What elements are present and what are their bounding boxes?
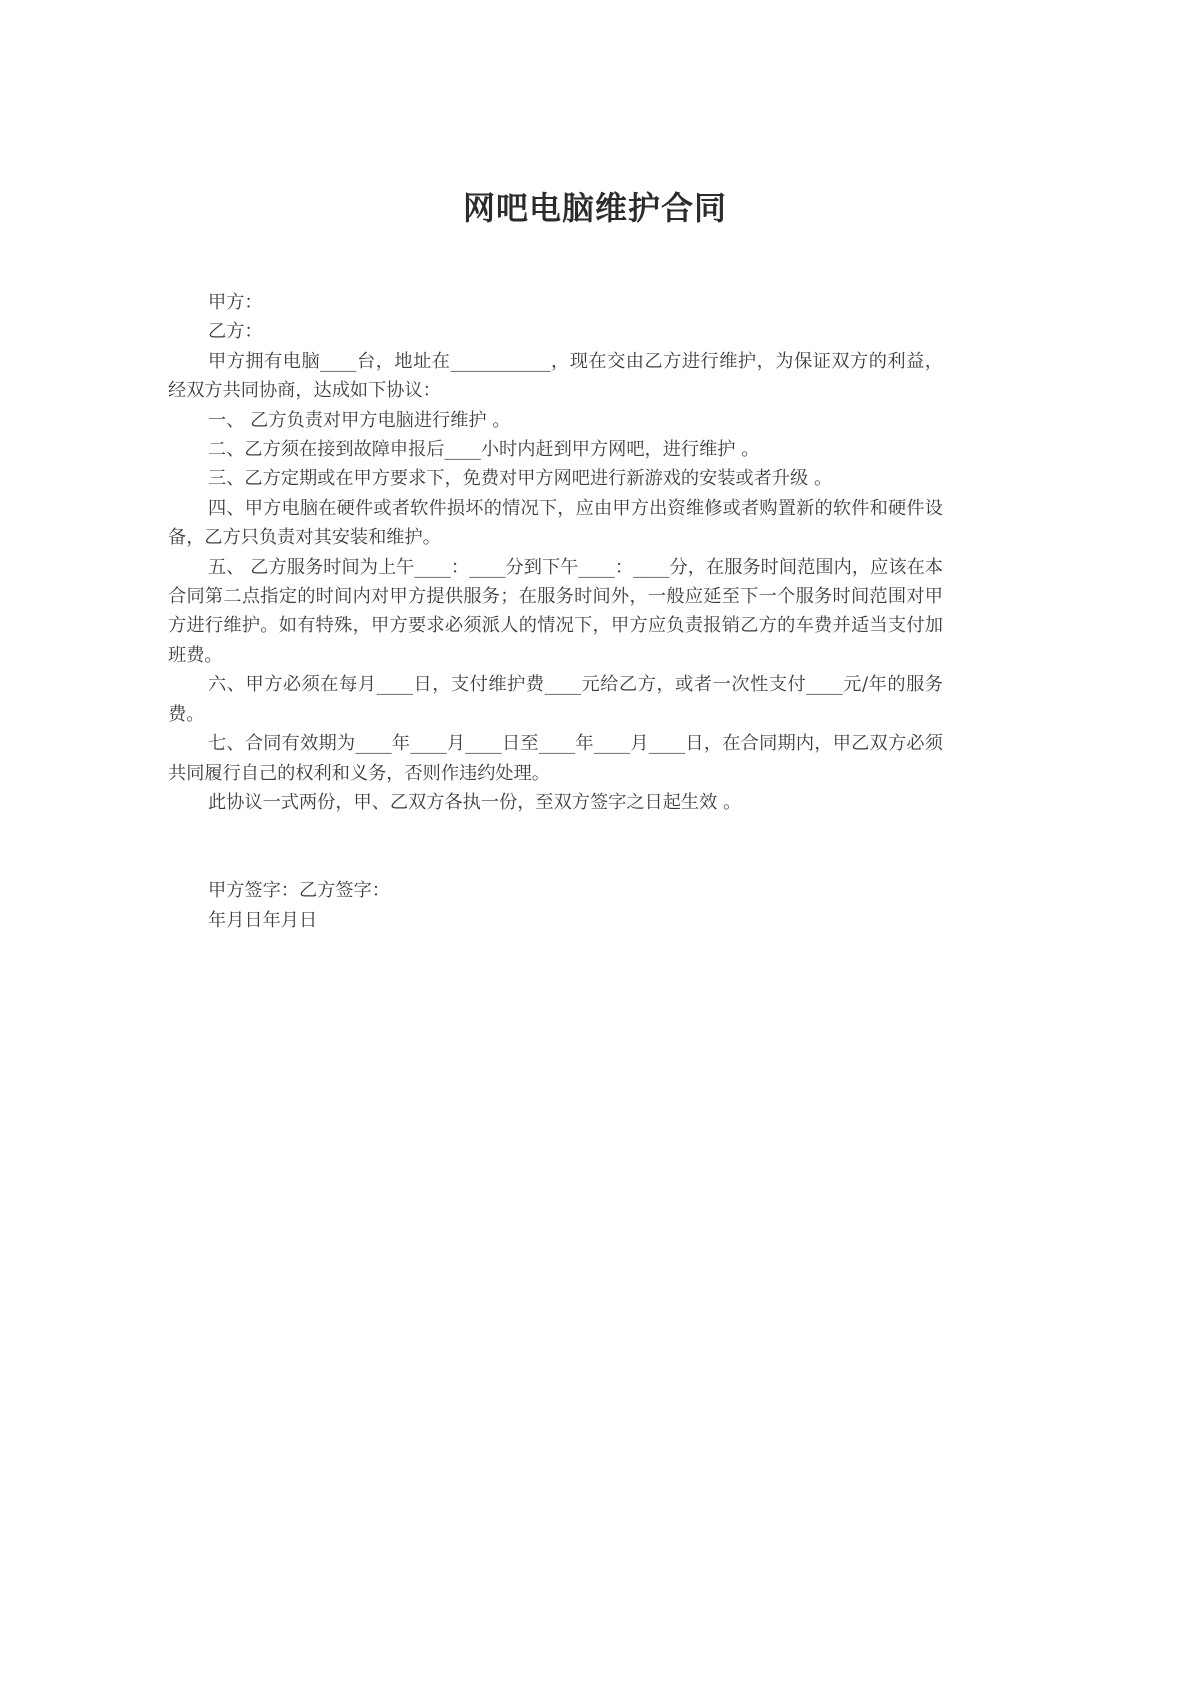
- clause-2: 二、乙方须在接到故障申报后____小时内赶到甲方网吧，进行维护 。: [208, 439, 760, 461]
- party-b-label: 乙方：: [208, 321, 263, 343]
- clause-3: 三、乙方定期或在甲方要求下，免费对甲方网吧进行新游戏的安装或者升级 。: [208, 468, 833, 490]
- signature-date-line: 年月日年月日: [208, 909, 318, 931]
- clause-5: 五、 乙方服务时间为上午____：____分到下午____：____分，在服务时间范围内，应该在本合同第二点指定的时间内对甲方提供服务；在服务时间外，一般应延至下一个服务时间范围对甲方进行维护。如有特殊，甲方要求必须派人的情况下，甲方应负责报销乙方的车费并适当支付加班费。: [168, 556, 943, 666]
- clause-1: 一、 乙方负责对甲方电脑进行维护 。: [208, 409, 511, 431]
- document-body: [168, 288, 943, 935]
- party-a-label: 甲方：: [208, 292, 263, 313]
- intro-paragraph: 甲方拥有电脑____台，地址在___________，现在交由乙方进行维护，为保证双方的利益，经双方共同协商，达成如下协议：: [168, 350, 943, 402]
- clause-7: 七、合同有效期为____年____月____日至____年____月____日，在合同期内，甲乙双方必须共同履行自己的权利和义务，否则作违约处理。: [168, 733, 943, 784]
- signature-line: 甲方签字：乙方签字：: [208, 880, 390, 902]
- clause-6: 六、甲方必须在每月____日，支付维护费____元给乙方，或者一次性支付____元/年的服务费。: [168, 674, 943, 725]
- closing-paragraph: 此协议一式两份，甲、乙双方各执一份，至双方签字之日起生效 。: [208, 791, 742, 813]
- document-title: 网吧电脑维护合同: [462, 189, 727, 227]
- spacer: [168, 817, 943, 876]
- clause-4: 四、甲方电脑在硬件或者软件损坏的情况下，应由甲方出资维修或者购置新的软件和硬件设备，乙方只负责对其安装和维护。: [168, 497, 943, 549]
